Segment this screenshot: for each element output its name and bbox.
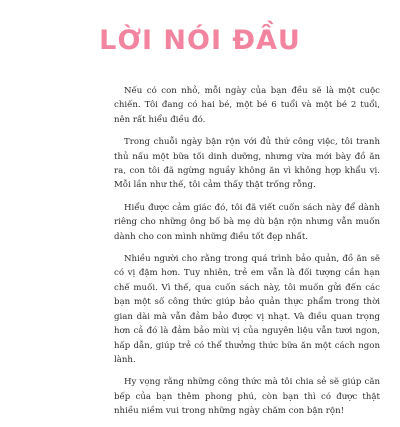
body-text xyxy=(114,84,380,427)
paragraph-2: Trong chuỗi ngày bận rộn với đủ thứ công việc, tôi tranh thủ nấu một bữa tối dinh dưỡng, nhưng vừa mới bày đồ ăn ra, con tôi đã ngừng nguầy không ăn vì không hợp khẩu vị. Mỗi lần như thế, tôi cảm thấy thật trống rỗng. xyxy=(114,137,380,191)
paragraph-3: Hiểu được cảm giác đó, tôi đã viết cuốn sách này để dành riêng cho những ông bố bà mẹ dù bận rộn nhưng vẫn muốn dành cho con mình những điều tốt đẹp nhất. xyxy=(114,202,380,242)
page-title: LỜI NÓI ĐẦU xyxy=(99,25,301,56)
paragraph-5: Hy vọng rằng những công thức mà tôi chia sẻ sẽ giúp căn bếp của bạn thêm phong phú, còn bạn thì có được thật nhiều niềm vui trong những ngày chăm con bận rộn! xyxy=(114,377,380,417)
paragraph-1: Nếu có con nhỏ, mỗi ngày của bạn đều sẽ là một cuộc chiến. Tôi đang có hai bé, một bé 6 tuổi và một bé 2 tuổi, nên rất hiểu điều đó. xyxy=(114,86,380,125)
paragraph-4: Nhiều người cho rằng trong quá trình bảo quản, đồ ăn sẽ có vị đậm hơn. Tuy nhiên, trẻ em vẫn là đối tượng cần hạn chế muối. Vì thế, qua cuốn sách này, tôi muốn gửi đến các bạn một số công thức giúp bảo quản thực phẩm trong thời gian dài mà vẫn đảm bảo được vị nhạt. Và điều quan trọng hơn cả đó là đảm bảo mùi vị của nguyên liệu vẫn tươi ngon, hấp dẫn, giúp trẻ có thể thưởng thức bữa ăn một cách ngon lành. xyxy=(114,254,380,365)
